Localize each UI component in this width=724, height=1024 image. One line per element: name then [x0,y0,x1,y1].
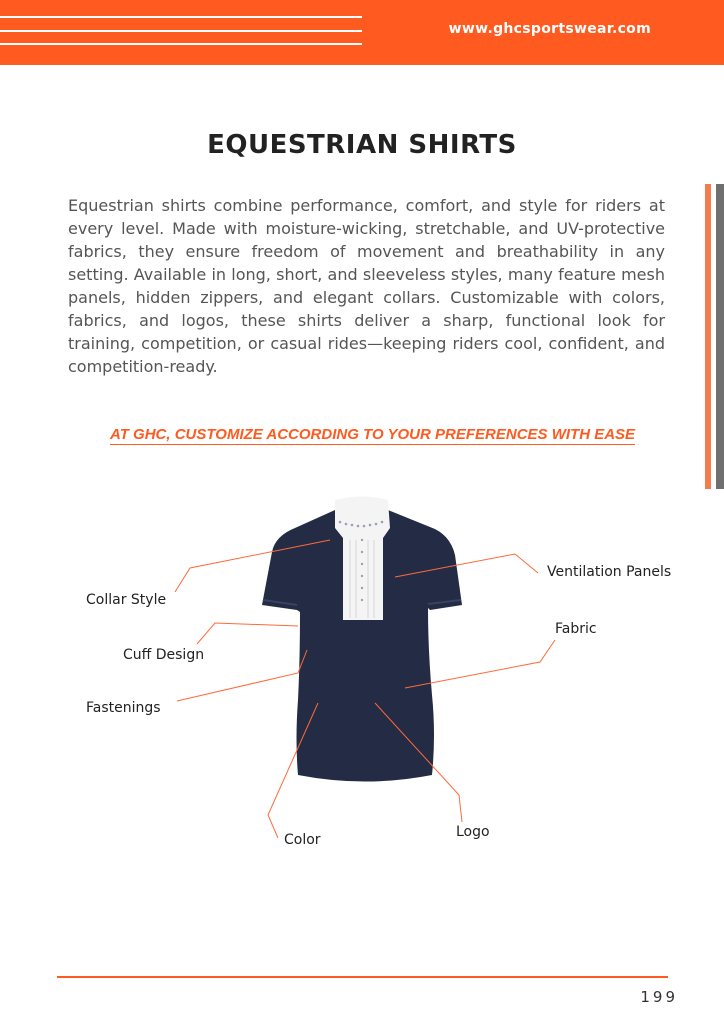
label-fastenings: Fastenings [86,700,161,716]
label-cuff-design: Cuff Design [123,647,205,663]
header-decor-line [0,43,362,45]
label-fabric: Fabric [555,621,597,637]
header-decor-line [0,30,362,32]
website-url[interactable]: www.ghcsportswear.com [448,21,651,37]
customize-subheading: AT GHC, CUSTOMIZE ACCORDING TO YOUR PREFERENCES WITH EASE [110,426,636,443]
side-accent-bar [705,184,711,489]
label-logo: Logo [456,824,490,840]
leader-cuff [197,623,298,644]
footer-divider [57,976,668,978]
label-color: Color [284,832,321,848]
header-banner [0,0,724,65]
page-title: EQUESTRIAN SHIRTS [207,130,517,160]
label-collar-style: Collar Style [86,592,167,608]
intro-paragraph: Equestrian shirts combine performance, comfort, and style for riders at every level. Made with moisture-wicking, stretchable, and UV-protective fabrics, they ensure freedom of movement and breathability in any setting. Available in long, short, and sleeveless styles, many feature mesh panels, hidden zippers, and elegant collars. Customizable with colors, fabrics, and logos, these shirts deliver a sharp, functional look for training, competition, or casual rides—keeping riders cool, confident, and competition-ready. [68,196,665,376]
page-number: 199 [640,988,678,1006]
shirt-diagram [0,480,724,860]
label-ventilation-panels: Ventilation Panels [547,564,672,580]
bib-panel [335,497,390,621]
header-decor-line [0,16,362,18]
side-accent-bar-gray [716,184,724,489]
